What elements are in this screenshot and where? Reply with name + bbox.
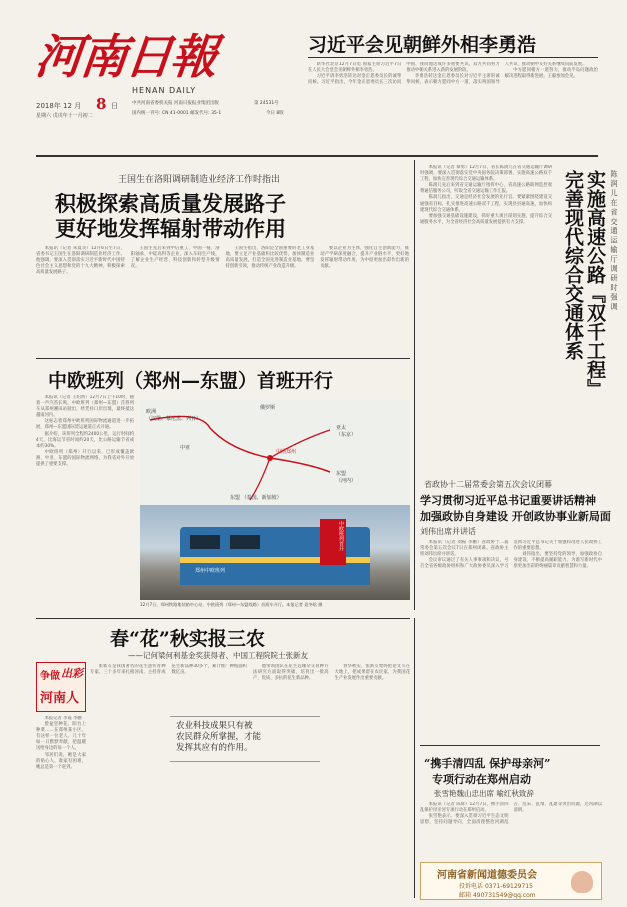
train-paragraph: 据介绍，该班列全程约2400公里，运行时间约4天，比海运节省时间约20天，比公路运输节省成本约30%。 [36,431,134,449]
map-region-name: 中国郑州 [276,449,297,455]
publisher-line: 中共河南省委机关报 河南日报报业集团出版 [132,101,219,106]
badge-line-3: 河南人 [40,691,80,706]
train-paragraph: 本报讯（记者 王绍禹）12月7日上午10时，随着一声汽笛长鸣，中欧班列（郑州—东盟）首班列车从郑州圃田站驶出，经凭祥口岸出境，最终抵达越南河内。 [36,395,134,419]
map-region-name: 东盟 [230,495,241,501]
train-banner [320,519,346,565]
lead-paragraph: 中方愿同朝方一道努力，推动半岛问题政治解决进程取得新进展。王毅参加会见。 [504,68,598,80]
date-day: 8 [96,95,107,113]
side-headline-2: 完善现代综合交通体系 [562,170,584,360]
masthead-divider [36,155,598,157]
col-divider-vertical [414,160,415,470]
wang-paragraph: 王国生指出，洛阳是全国重要的老工业基地，要立足产业基础和比较优势，加快制造业高质量发展，打造全国先进制造业基地。要坚持创新引领，推动传统产业改造升级。 [225,246,315,270]
cppcc-paragraph: 刘伟指出，要坚持党的领导，加强政协自身建设，不断提高履职能力，为谱写新时代中原更加出彩的绚丽篇章贡献智慧和力量。 [513,552,602,570]
train-photo [140,505,410,600]
agri-quote-box [170,716,320,762]
lead-headline: 习近平会见朝鲜外相李勇浩 [308,34,537,56]
wang-paragraph: 王国生先后来到中信重工、中国一拖、洛阳轴承、中硅高科等企业，深入车间生产线，了解企业生产经营、科技创新和转型升级情况。 [130,246,220,270]
route-line-europe [150,416,330,472]
bottom-headline-1: “携手清四乱 保护母亲河” [424,757,551,770]
agri-paragraph: 他带领团队在花生远缘杂交育种方法研究方面取得突破，培育出一批高产、优质、多抗的花生新品种。 [253,664,329,682]
section-divider [420,745,600,746]
section-divider [414,470,415,610]
side-author-line: 陈 润 儿 在 省 交 通 运 输 厅 调 研 时 强 调 [610,170,619,310]
map-region-name: 亚太 [336,425,347,431]
codes-line: 国内统一刊号: CN 41-0001 邮发代号: 35-1 [132,111,222,116]
train-label: 郑州中欧班列 [195,568,226,574]
map-region [260,404,275,411]
section-divider [36,358,410,359]
agri-paragraph: 春华秋实，张新友始终把论文写在大地上，把成果留在农民家，为我国花生产业发展作出重要贡献。 [334,664,410,682]
cppcc-paragraph: 本报讯（记者 刘振 李鹏）省政协十二届常委会第五次会议7日在郑州闭幕。省政协主席刘伟出席并讲话。 [420,540,509,558]
column-paragraph: 邻居们说，她是大家的贴心人，谁家有困难，她总是第一个赶到。 [36,752,86,770]
cppcc-headline-2: 加强政协自身建设 开创政协事业新局面 [420,510,611,523]
date-suffix: 日 [111,102,118,110]
train-headline: 中欧班列（郑州—东盟）首班开行 [48,370,334,392]
date-prefix: 2018年 12 月 [36,102,82,110]
ethics-ad [420,862,602,900]
map-region [336,424,356,438]
issue-number: 第 24531号 [254,101,279,106]
side-headline-1: 实施高速公路『双千工程』 [584,170,606,398]
lead-rule [308,57,598,58]
ad-phone-number: 0371-69129715 [484,883,533,890]
cppcc-kicker: 省政协十二届常委会第五次会议闭幕 [424,480,552,489]
badge-line-2: 出彩 [61,667,83,680]
ad-email [459,890,536,899]
column-badge [36,662,86,712]
wang-paragraph: 要以企业为主体，强化自主创新能力，推动产学研深度融合，提升产业链水平，更好地发挥辐射带动作用，为中原更加出彩作出新的贡献。 [320,246,409,270]
ad-phone [459,881,533,890]
bottom-paragraph: 本报讯（记者 陈辉）12月7日，携手清四乱保护母亲河专项行动在郑州启动。 [420,802,509,814]
column-paragraph: 脸盆里种花、阳台上种菜……在郑州某小区，有这样一位老人，几十年如一日默默奉献，把温暖送给身边的每一个人。 [36,722,86,752]
bottom-body [420,802,602,860]
train-body [36,395,134,610]
train-paragraph: 这标志着郑州中欧班列国际物流通道进一步拓展，郑州—东盟国际货运通道正式开通。 [36,419,134,431]
lead-paragraph: 习近平请李勇浩转达对金正恩委员长的诚挚问候。习近平指出，今年金正恩委员长三次访问中国，我同他达成许多重要共识，双方共同努力推动中朝关系进入新的发展阶段。 [308,62,500,86]
side-paragraph: 陈润儿指出，交通是经济社会发展的先行官。要紧紧围绕建设交通强省目标，扎实推进高速公路双千工程，实现县县通高速，加快构建现代综合交通体系。 [420,195,552,213]
column-paragraph: 本报记者 李霞 李鹏 [44,716,82,721]
ad-email-address: 490731549@qq.com [472,892,536,899]
map-region-sub: （河内） [336,478,357,484]
ad-phone-label: 投诉电话 [459,883,484,890]
zhengzhou-marker [267,455,273,461]
map-region-sub: （汉堡、慕尼黑、列日） [146,416,202,422]
quote-line: 农业科技成果只有被 [176,721,253,731]
map-region [276,448,296,455]
side-paragraph: 本报讯（记者 谭勇）12月7日，省长陈润儿在省交通运输厅调研时强调，要深入贯彻落实党中央国务院决策部署，实施高速公路双千工程，加快完善现代综合交通运输体系。 [420,165,552,183]
map-region-name: 欧洲 [146,409,157,415]
column-body [36,716,86,896]
page-count: 今日 8版 [266,111,284,116]
wang-kicker: 王国生在洛阳调研制造业经济工作时指出 [118,175,281,185]
lead-paragraph: 新华社北京12月7日电 国家主席习近平7日在人民大会堂会见朝鲜外相李勇浩。 [308,62,402,74]
newspaper-logo: 河南日報 [32,30,219,85]
side-paragraph: 陈润儿先后来到省交通运输厅指挥中心、省高速公路联网监控收费通信服务公司，听取全省交通运输工作汇报。 [420,183,552,195]
train-paragraph: 中欧班列（郑州）开行以来，已形成覆盖欧洲、中亚、东盟的国际物流网络，为我省对外开放提供了重要支撑。 [36,449,134,468]
train-window [230,535,260,549]
ad-title: 河南省新闻道德委员会 [437,870,537,881]
quote-line: 农民群众所掌握，才能 [176,732,262,742]
cppcc-headline-1: 学习贯彻习近平总书记重要讲话精神 [420,494,596,507]
map-region-sub: （泰国、新加坡） [241,495,282,501]
lead-body [308,62,598,152]
lead-paragraph: 李勇浩转达金正恩委员长对习近平主席的诚挚问候，表示朝方愿同中方一道，落实两国领导人共识，推动朝中友好关系继续向前发展。 [406,62,587,86]
section-divider [414,618,415,898]
map-region-name: 俄罗斯 [260,405,276,411]
weekday-line: 星期六 戊戌年十一月初二 [36,113,93,119]
cppcc-byline: 刘伟出席并讲话 [420,527,476,536]
quote-line: 发挥其应有的作用。 [176,743,253,753]
bottom-headline-2: 专项行动在郑州启动 [432,773,531,786]
cppcc-body [420,540,602,620]
agri-headline: 春“花”秋实报三农 [110,628,265,650]
date-block [36,95,306,122]
agri-paragraph: 张新友是我国著名的花生遗传育种专家，三十多年来扎根河南，主持育成花生新品种30多个，累计推广种植面积数亿亩。 [90,664,247,676]
route-map [140,400,410,510]
side-paragraph: 要加强交通基础设施建设，抓好重大项目谋划实施，提升综合交通服务水平，为全省经济社会高质量发展提供有力支撑。 [420,213,552,225]
ad-email-label: 邮箱 [459,892,472,899]
logo-english: HENAN DAILY [132,86,197,95]
train-window [190,535,220,549]
map-region [146,408,201,422]
wang-paragraph: 本报讯（记者 朱夏炎）12月6日至7日，省委书记王国生在洛阳调研制造业经济工作。他强调，要深入贯彻落实习近平新时代中国特色社会主义思想和党的十九大精神，积极探索高质量发展路子。 [36,246,125,276]
badge-line-1: 争做 [40,671,60,682]
lotus-icon [571,871,593,893]
map-region-name: 东盟 [336,471,347,477]
agri-subhead: ——记何梁何利基金奖获得者、中国工程院院士张新友 [128,651,308,660]
train-banner-text: 中欧班列首开 [338,521,344,551]
map-region [336,470,356,484]
wang-body [36,246,409,352]
map-region [230,494,282,501]
section-divider [36,618,410,619]
wang-headline-1: 积极探索高质量发展路子 [55,191,286,216]
cppcc-paragraph: 会议审议通过了有关人事事项和决议，号召全省各级政协组织和广大政协委员深入学习贯彻习近平总书记关于加强和改进人民政协工作的重要思想。 [420,540,602,570]
map-region-sub: （东京） [336,432,357,438]
agri-body [90,664,410,894]
side-body [420,165,552,465]
map-region-name: 中亚 [180,445,191,451]
bottom-paragraph: 张雪艳表示，要深入贯彻习近平生态文明思想，坚持问题导向，全面清理整治河湖乱占、乱采、乱堆、乱建等突出问题，还河湖以清朗。 [420,802,602,826]
wang-headline-2: 更好地发挥辐射带动作用 [55,216,286,241]
photo-caption: 12月7日，郑州铁路集装箱中心站，中欧班列（郑州—东盟线路）首班车开行。本报记者 聂冬晗 摄 [140,602,323,607]
bottom-byline: 张雪艳魏山忠出席 喻红秋致辞 [434,789,534,798]
map-region [180,444,190,451]
